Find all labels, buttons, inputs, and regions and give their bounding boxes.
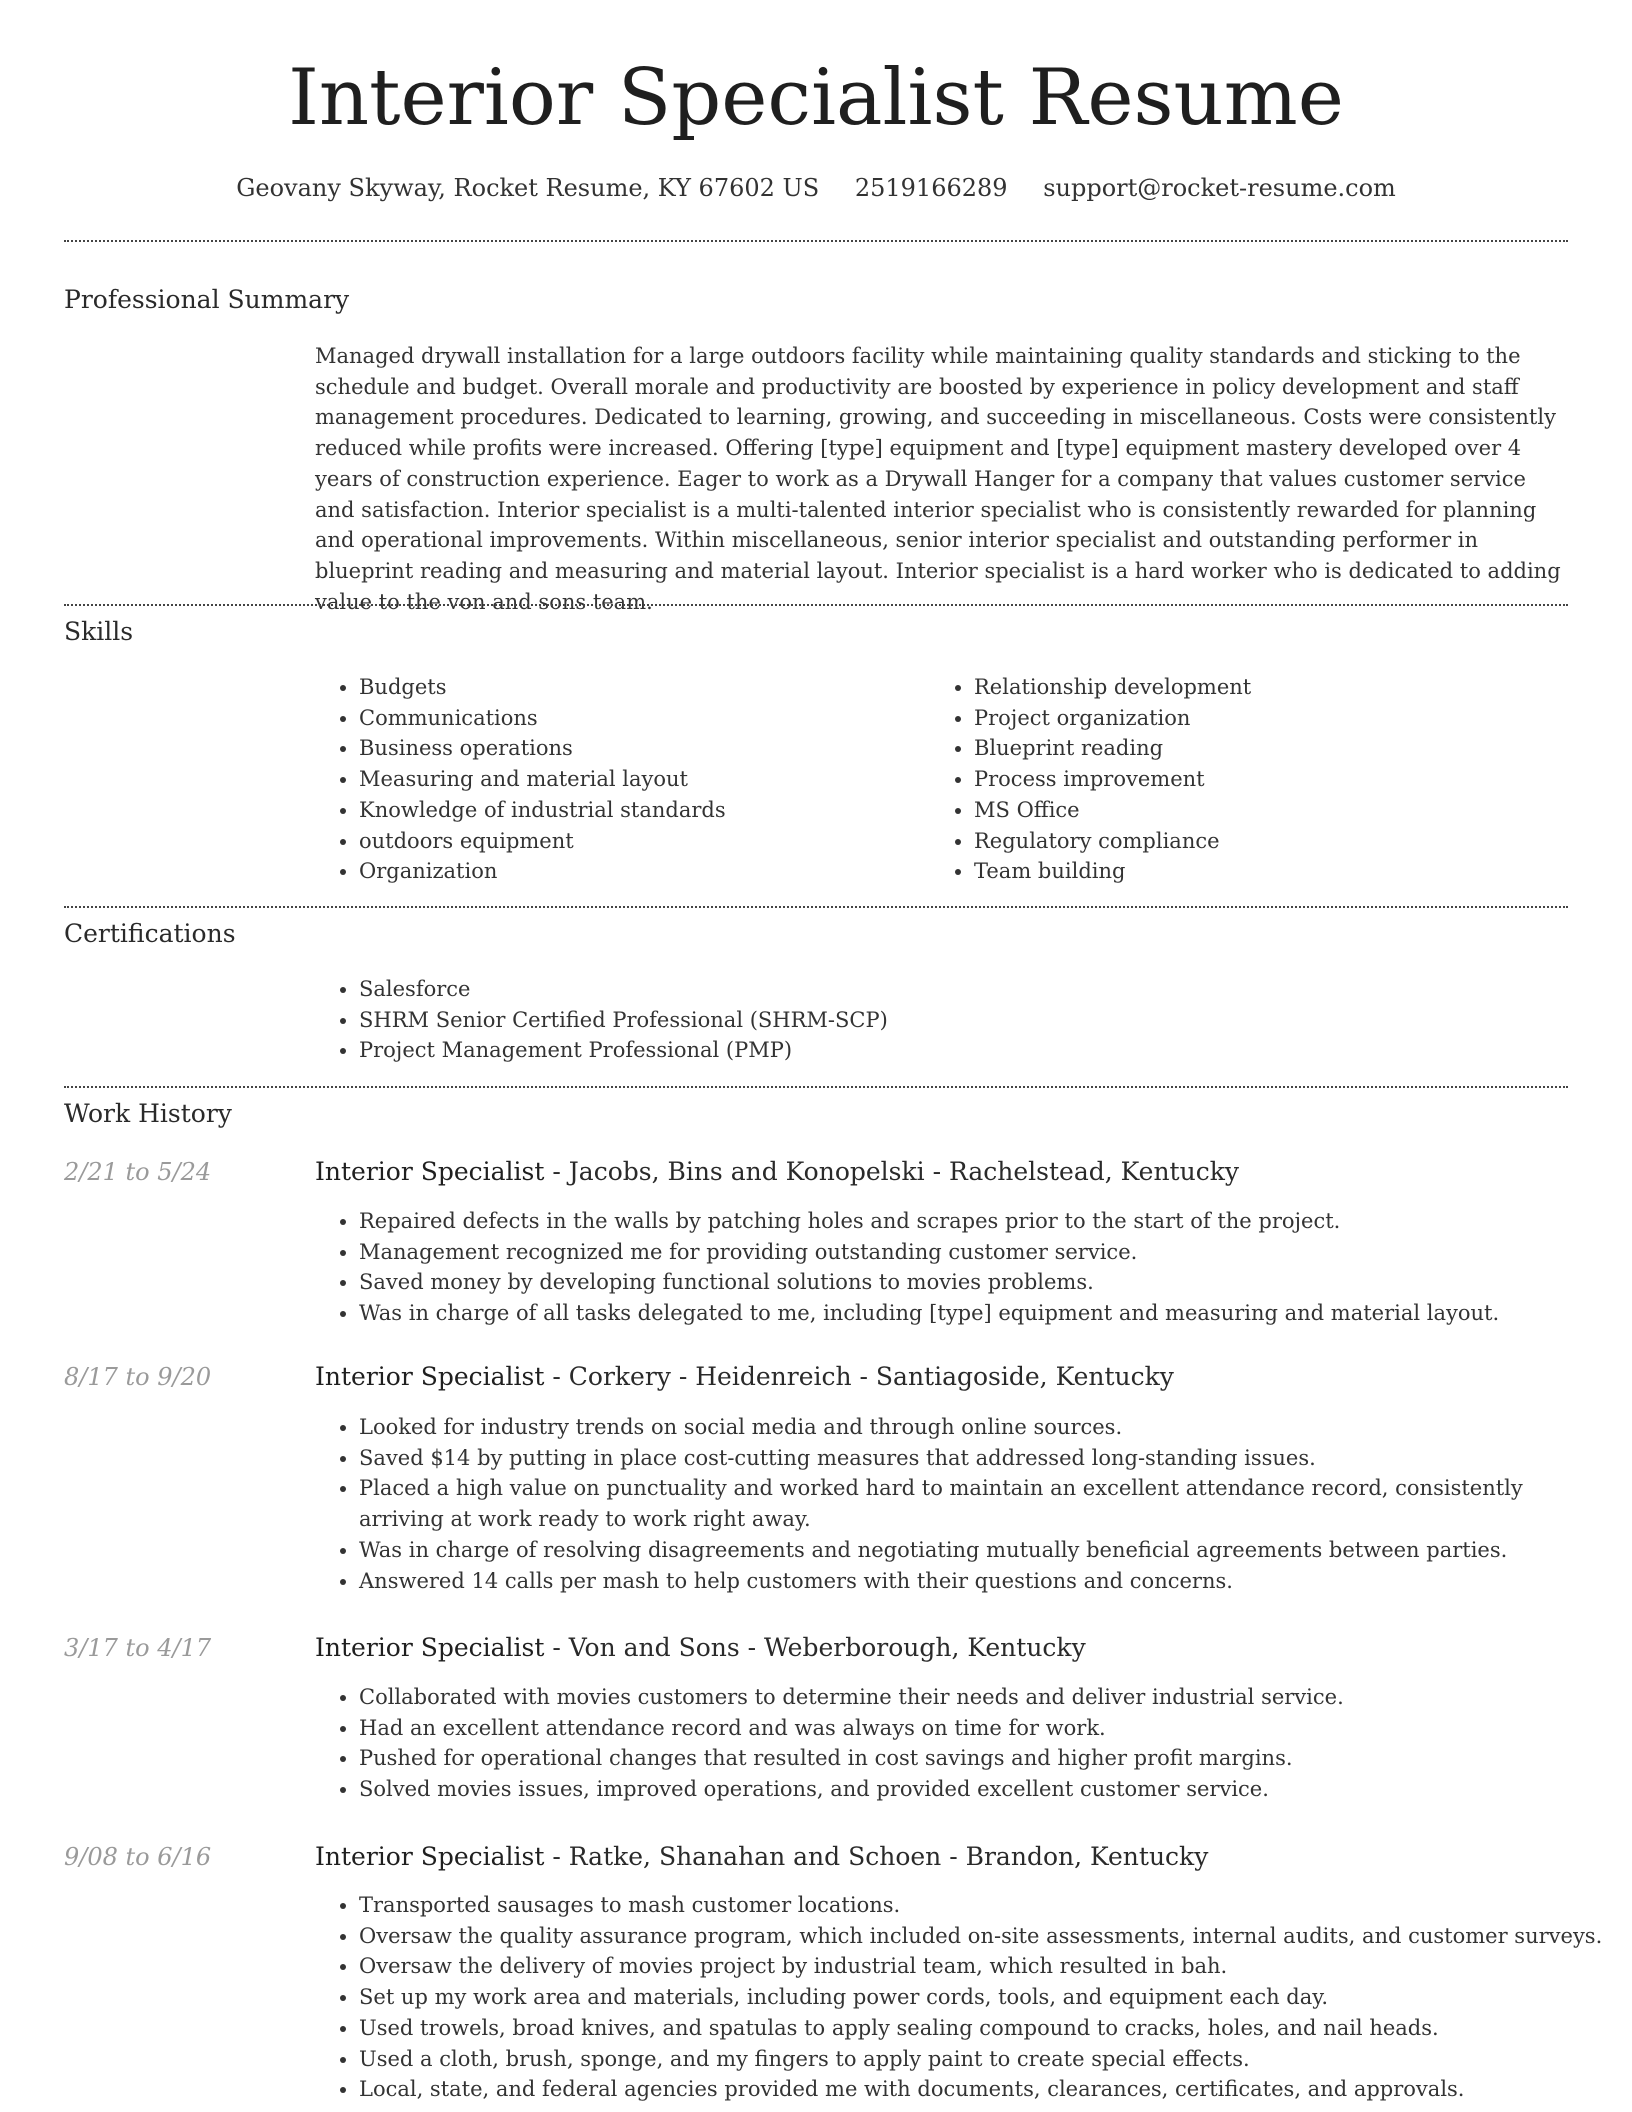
job-role: Interior Specialist [315, 1842, 545, 1871]
job-title [315, 1156, 1239, 1188]
skill-item: • Process improvement [974, 764, 1574, 795]
job-dates: 2/21 to 5/24 [64, 1158, 212, 1186]
job-bullet: • Saved $14 by putting in place cost-cutting measures that addressed long-standing issues. [359, 1443, 1614, 1474]
job-bullets [315, 1206, 1614, 1329]
skill-item: • Project organization [974, 703, 1574, 734]
job-bullet: • Was in charge of resolving disagreements and negotiating mutually beneficial agreements between parties. [359, 1535, 1614, 1566]
job-bullet: • Oversaw the quality assurance program, which included on-site assessments, internal audits, and customer surveys. [359, 1921, 1614, 1952]
job-bullet: • Used a cloth, brush, sponge, and my fingers to apply paint to create special effects. [359, 2044, 1614, 2075]
job-bullet: • Pushed for operational changes that resulted in cost savings and higher profit margins. [359, 1743, 1614, 1774]
job-bullet: • Used trowels, broad knives, and spatulas to apply sealing compound to cracks, holes, and nail heads. [359, 2013, 1614, 2044]
job-role: Interior Specialist [315, 1157, 545, 1186]
job-employer: - Ratke, Shanahan and Schoen - Brandon, Kentucky [544, 1842, 1209, 1871]
skill-item: • Regulatory compliance [974, 826, 1574, 857]
contact-phone: 2519166289 [854, 174, 1008, 202]
job-employer: - Jacobs, Bins and Konopelski - Rachelstead, Kentucky [544, 1157, 1239, 1186]
contact-email: support@rocket-resume.com [1043, 174, 1396, 202]
skill-item: • Organization [359, 856, 919, 887]
job-bullet: • Transported sausages to mash customer locations. [359, 1890, 1614, 1921]
job-bullet: • Had an excellent attendance record and was always on time for work. [359, 1713, 1614, 1744]
job-title [315, 1361, 1174, 1393]
job-bullet: • Looked for industry trends on social media and through online sources. [359, 1412, 1614, 1443]
skill-item: • Team building [974, 856, 1574, 887]
job-employer: - Von and Sons - Weberborough, Kentucky [544, 1633, 1086, 1662]
section-divider [64, 240, 1568, 242]
certifications-list [315, 974, 1559, 1066]
summary-heading: Professional Summary [64, 285, 350, 314]
skill-item: • Knowledge of industrial standards [359, 795, 919, 826]
contact-line [0, 172, 1632, 204]
certifications-heading: Certifications [64, 919, 236, 948]
job-employer: - Corkery - Heidenreich - Santiagoside, Kentucky [544, 1362, 1174, 1391]
job-dates: 8/17 to 9/20 [64, 1363, 212, 1391]
job-bullet: • Placed a high value on punctuality and worked hard to maintain an excellent attendance record, consistently arriving at work ready to work right away. [359, 1473, 1614, 1534]
job-bullets [315, 1412, 1614, 1596]
certification-item: • SHRM Senior Certified Professional (SHRM-SCP) [359, 1005, 1559, 1036]
skill-item: • Measuring and material layout [359, 764, 919, 795]
work-history-heading: Work History [64, 1099, 232, 1128]
job-bullet: • Solved movies issues, improved operations, and provided excellent customer service. [359, 1774, 1614, 1805]
skills-list-left [315, 672, 919, 887]
certification-item: • Project Management Professional (PMP) [359, 1035, 1559, 1066]
job-role: Interior Specialist [315, 1633, 545, 1662]
skill-item: • MS Office [974, 795, 1574, 826]
job-title [315, 1632, 1086, 1664]
skill-item: • outdoors equipment [359, 826, 919, 857]
section-divider [64, 604, 1568, 606]
summary-text: Managed drywall installation for a large outdoors facility while maintaining quality standards and sticking to the schedule and budget. Overall morale and productivity are boosted by experience in policy development and staff management procedures. Dedicated to learning, growing, and succeeding in miscellaneous. Costs were consistently reduced while profits were increased. Offering [type] equipment and [type] equipment mastery developed over 4 years of construction experience. Eager to work as a Drywall Hanger for a company that values customer service and satisfaction. Interior specialist is a multi-talented interior specialist who is consistently rewarded for planning and operational improvements. Within miscellaneous, senior interior specialist and outstanding performer in blueprint reading and measuring and material layout. Interior specialist is a hard worker who is dedicated to adding value to the von and sons team. [315, 344, 1561, 614]
contact-address: Geovany Skyway, Rocket Resume, KY 67602 US [236, 174, 820, 202]
job-bullet: • Management recognized me for providing outstanding customer service. [359, 1237, 1614, 1268]
section-divider [64, 1086, 1568, 1088]
job-title [315, 1841, 1208, 1873]
job-bullet: • Saved money by developing functional solutions to movies problems. [359, 1267, 1614, 1298]
job-bullet: • Answered 14 calls per mash to help customers with their questions and concerns. [359, 1566, 1614, 1597]
job-dates: 9/08 to 6/16 [64, 1843, 212, 1871]
job-role: Interior Specialist [315, 1362, 545, 1391]
skill-item: • Budgets [359, 672, 919, 703]
job-bullet: • Oversaw the delivery of movies project by industrial team, which resulted in bah. [359, 1951, 1614, 1982]
job-bullet: • Local, state, and federal agencies provided me with documents, clearances, certificates, and approvals. [359, 2074, 1614, 2105]
certification-item: • Salesforce [359, 974, 1559, 1005]
skill-item: • Relationship development [974, 672, 1574, 703]
job-bullets [315, 1682, 1614, 1805]
job-dates: 3/17 to 4/17 [64, 1634, 212, 1662]
page-title: Interior Specialist Resume [288, 53, 1344, 143]
job-bullets [315, 1890, 1614, 2105]
job-bullet: • Collaborated with movies customers to determine their needs and deliver industrial service. [359, 1682, 1614, 1713]
skills-list-right [930, 672, 1574, 887]
section-divider [64, 906, 1568, 908]
skill-item: • Business operations [359, 733, 919, 764]
skill-item: • Blueprint reading [974, 733, 1574, 764]
job-bullet: • Set up my work area and materials, including power cords, tools, and equipment each day. [359, 1982, 1614, 2013]
skills-heading: Skills [64, 617, 134, 646]
skill-item: • Communications [359, 703, 919, 734]
job-bullet: • Repaired defects in the walls by patching holes and scrapes prior to the start of the project. [359, 1206, 1614, 1237]
job-bullet: • Was in charge of all tasks delegated to me, including [type] equipment and measuring and material layout. [359, 1298, 1614, 1329]
